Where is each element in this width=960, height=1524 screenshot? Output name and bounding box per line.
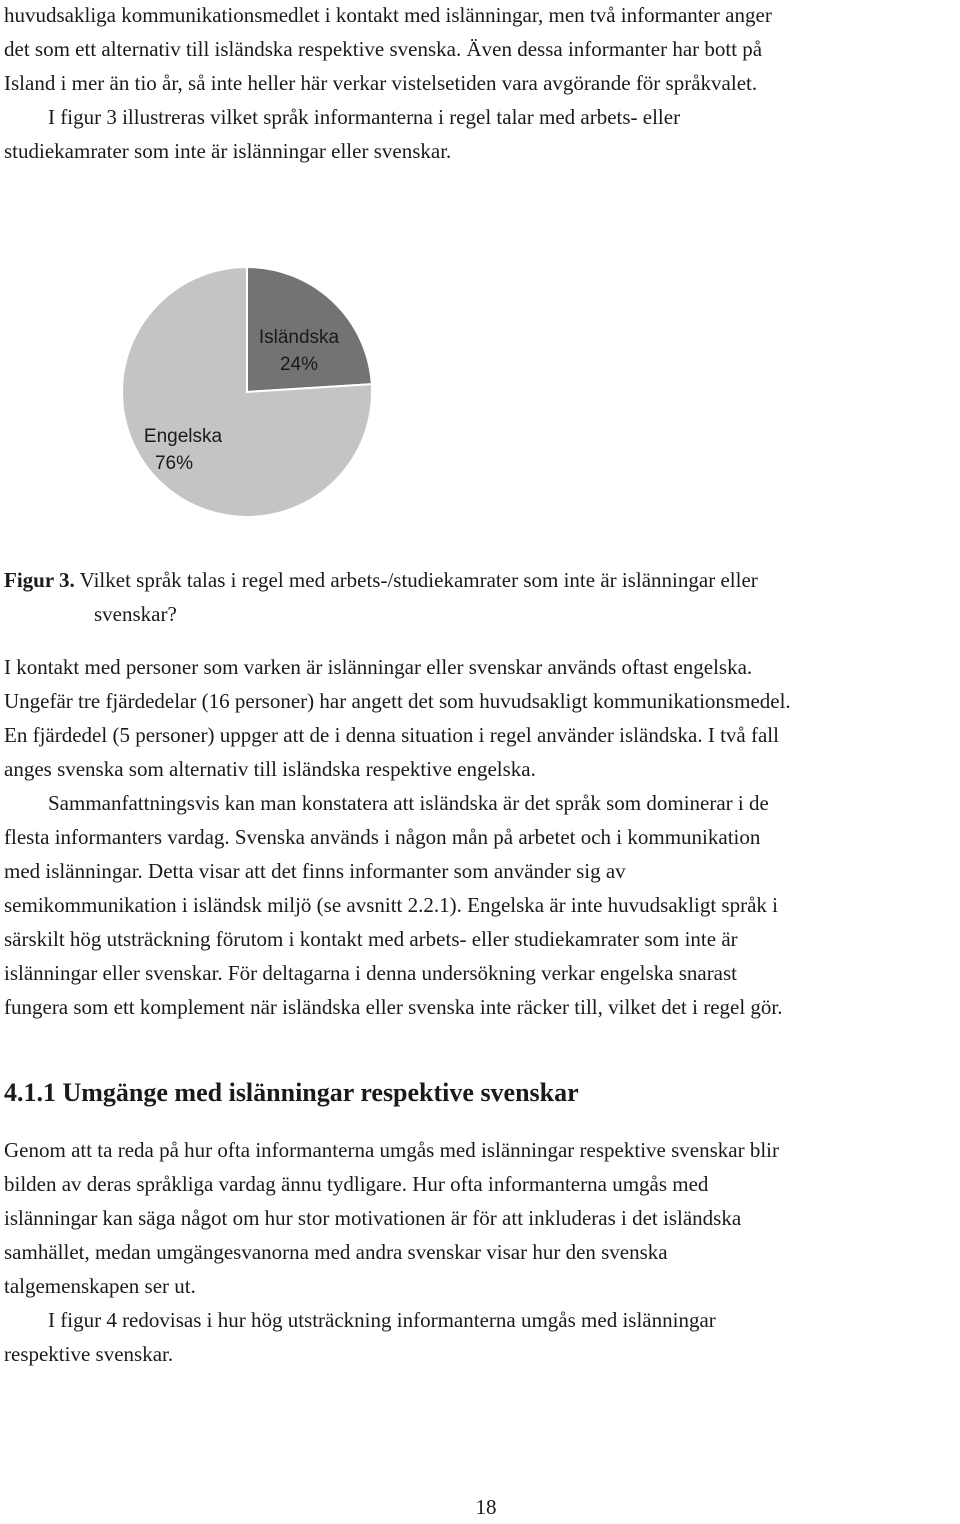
text-line: Genom att ta reda på hur ofta informanterna umgås med islänningar respektive svenskar blir — [4, 1138, 779, 1162]
text-line: islänningar eller svenskar. För deltagarna i denna undersökning verkar engelska snarast — [4, 961, 738, 985]
text-line: respektive svenskar. — [4, 1342, 174, 1366]
text-line: islänningar kan säga något om hur stor motivationen är för att inkluderas i det isländska — [4, 1206, 742, 1230]
text-line: med islänningar. Detta visar att det finns informanter som använder sig av — [4, 859, 626, 883]
slice-value-islandska: 24% — [279, 354, 319, 375]
text-line: huvudsakliga kommunikationsmedlet i kontakt med islänningar, men två informanter anger — [4, 3, 772, 27]
figure-caption-text: Vilket språk talas i regel med arbets-/studiekamrater som inte är islänningar eller — [79, 568, 758, 592]
text-line: semikommunikation i isländsk miljö (se avsnitt 2.2.1). Engelska är inte huvudsakligt språk i — [4, 893, 778, 917]
text-line: fungera som ett komplement när isländska eller svenska inte räcker till, vilket det i regel gör. — [4, 995, 783, 1019]
text-line: talgemenskapen ser ut. — [4, 1274, 196, 1298]
text-line: I kontakt med personer som varken är islänningar eller svenskar används oftast engelska. — [4, 655, 753, 679]
figure-caption — [4, 563, 758, 597]
text-line: Ungefär tre fjärdedelar (16 personer) har angett det som huvudsakligt kommunikationsmedel. — [4, 689, 791, 713]
page-number: 18 — [475, 1495, 497, 1519]
pie-chart — [0, 0, 960, 560]
text-line: En fjärdedel (5 personer) uppger att de i denna situation i regel använder isländska. I två fall — [4, 723, 779, 747]
text-line: anges svenska som alternativ till isländska respektive engelska. — [4, 757, 536, 781]
figure-label: Figur 3. — [4, 568, 75, 592]
text-line: samhället, medan umgängesvanorna med andra svenskar visar hur den svenska — [4, 1240, 668, 1264]
text-line: I figur 4 redovisas i hur hög utsträckning informanterna umgås med islänningar — [48, 1308, 716, 1332]
text-line: I figur 3 illustreras vilket språk informanterna i regel talar med arbets- eller — [48, 105, 681, 129]
slice-label-engelska: Engelska — [143, 426, 223, 447]
text-line: Sammanfattningsvis kan man konstatera att isländska är det språk som dominerar i de — [48, 791, 769, 815]
slice-value-engelska: 76% — [154, 453, 194, 474]
text-line: studiekamrater som inte är islänningar eller svenskar. — [4, 139, 452, 163]
text-line: särskilt hög utsträckning förutom i kontakt med arbets- eller studiekamrater som inte är — [4, 927, 738, 951]
text-line: bilden av deras språkliga vardag ännu tydligare. Hur ofta informanterna umgås med — [4, 1172, 709, 1196]
slice-label-islandska: Isländska — [258, 327, 340, 348]
text-line: flesta informanters vardag. Svenska används i någon mån på arbetet och i kommunikation — [4, 825, 761, 849]
text-line: Island i mer än tio år, så inte heller här verkar vistelsetiden vara avgörande för språkvalet. — [4, 71, 758, 95]
text-line: det som ett alternativ till isländska respektive svenska. Även dessa informanter har bott på — [4, 37, 763, 61]
figure-caption-continued: svenskar? — [94, 602, 177, 626]
section-heading: 4.1.1 Umgänge med islänningar respektive svenskar — [4, 1078, 579, 1107]
